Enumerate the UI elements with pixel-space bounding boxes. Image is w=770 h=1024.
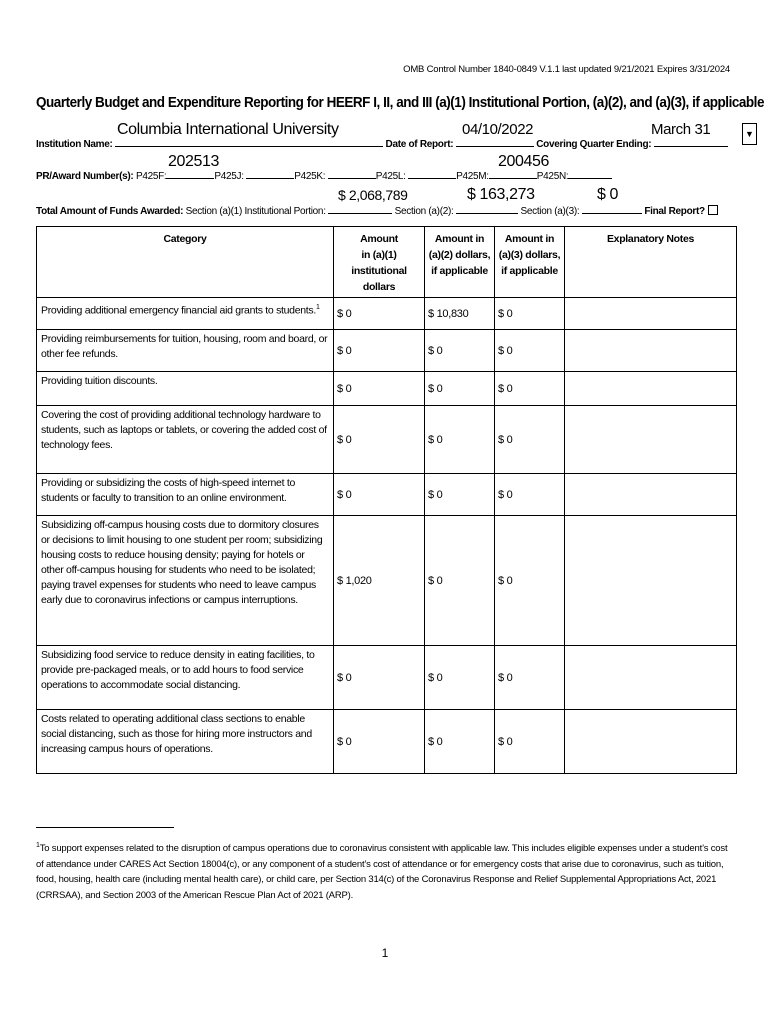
header-a1-line: Amount bbox=[360, 233, 398, 245]
header-a3-line: (a)(3) dollars, bbox=[498, 249, 561, 261]
row-category-text: Providing additional emergency financial aid grants to students. bbox=[41, 304, 316, 317]
row-a1-value[interactable]: $ 1,020 bbox=[334, 516, 425, 646]
table-row bbox=[37, 516, 737, 646]
row-notes[interactable] bbox=[565, 298, 737, 330]
a1-value: $ 2,068,789 bbox=[338, 187, 408, 203]
header-notes: Explanatory Notes bbox=[565, 227, 737, 298]
row-a3-value[interactable]: $ 0 bbox=[495, 372, 565, 406]
row-a2-value[interactable]: $ 0 bbox=[425, 710, 495, 774]
row-notes[interactable] bbox=[565, 710, 737, 774]
header-a3 bbox=[495, 227, 565, 298]
date-value: 04/10/2022 bbox=[462, 121, 534, 138]
p425k-field[interactable] bbox=[328, 166, 376, 179]
table-row bbox=[37, 372, 737, 406]
header-a1-line: institutional dollars bbox=[351, 265, 407, 293]
row-notes[interactable] bbox=[565, 406, 737, 474]
row-category: Providing reimbursements for tuition, housing, room and board, or other fee refunds. bbox=[37, 330, 334, 372]
p425j-field[interactable] bbox=[246, 166, 294, 179]
p425n-field[interactable] bbox=[568, 166, 612, 179]
p425n-label: P425N: bbox=[536, 171, 569, 182]
expenditure-table bbox=[36, 226, 737, 774]
row-a1-value[interactable]: $ 0 bbox=[334, 372, 425, 406]
row-a1-value[interactable]: $ 0 bbox=[334, 646, 425, 710]
total-funds-label: Total Amount of Funds Awarded: bbox=[36, 206, 184, 217]
row-a3-value[interactable]: $ 0 bbox=[495, 516, 565, 646]
row-category: Costs related to operating additional class sections to enable social distancing, such as those for hiring more instructors and increasing campus hours of operations. bbox=[37, 710, 334, 774]
a3-label: Section (a)(3): bbox=[520, 206, 580, 217]
table-header-row bbox=[37, 227, 737, 298]
institution-value: Columbia International University bbox=[117, 121, 339, 138]
row-category: Providing tuition discounts. bbox=[37, 372, 334, 406]
header-category: Category bbox=[37, 227, 334, 298]
row-a3-value[interactable]: $ 0 bbox=[495, 406, 565, 474]
header-a2-line: (a)(2) dollars, bbox=[428, 249, 491, 261]
row-a1-value[interactable]: $ 0 bbox=[334, 298, 425, 330]
row-a3-value[interactable]: $ 0 bbox=[495, 330, 565, 372]
p425j-label: P425J: bbox=[214, 171, 244, 182]
header-a3-line: if applicable bbox=[501, 265, 558, 277]
row-notes[interactable] bbox=[565, 330, 737, 372]
row-a1-value[interactable]: $ 0 bbox=[334, 710, 425, 774]
row-notes[interactable] bbox=[565, 372, 737, 406]
page-number: 1 bbox=[381, 946, 389, 960]
row-a3-value[interactable]: $ 0 bbox=[495, 710, 565, 774]
row-notes[interactable] bbox=[565, 474, 737, 516]
row-category bbox=[37, 298, 334, 330]
row-a2-value[interactable]: $ 0 bbox=[425, 474, 495, 516]
p425f-label: P425F: bbox=[135, 171, 167, 182]
footnote-marker: 1 bbox=[36, 842, 40, 849]
quarter-value: March 31 bbox=[651, 121, 711, 138]
header-a2 bbox=[425, 227, 495, 298]
quarter-dropdown-icon[interactable]: ▼ bbox=[742, 123, 757, 145]
footnote-divider bbox=[36, 827, 174, 828]
omb-control-number: OMB Control Number 1840-0849 V.1.1 last updated 9/21/2021 Expires 3/31/2024 bbox=[403, 64, 730, 75]
table-row bbox=[37, 474, 737, 516]
row-a1-value[interactable]: $ 0 bbox=[334, 330, 425, 372]
row-a2-value[interactable]: $ 0 bbox=[425, 372, 495, 406]
award-label: PR/Award Number(s): bbox=[36, 171, 134, 182]
institution-label: Institution Name: bbox=[36, 139, 113, 150]
final-report-checkbox[interactable] bbox=[708, 205, 718, 215]
row-a2-value[interactable]: $ 0 bbox=[425, 330, 495, 372]
header-a2-line: if applicable bbox=[431, 265, 488, 277]
p425l-label: P425L: bbox=[375, 171, 406, 182]
row-category: Covering the cost of providing additional technology hardware to students, such as laptops or tablets, or covering the added cost of technology fees. bbox=[37, 406, 334, 474]
header-a1-line: in (a)(1) bbox=[361, 249, 397, 261]
row-a2-value[interactable]: $ 0 bbox=[425, 406, 495, 474]
row-notes[interactable] bbox=[565, 516, 737, 646]
date-label: Date of Report: bbox=[385, 139, 454, 150]
row-a3-value[interactable]: $ 0 bbox=[495, 474, 565, 516]
table-row bbox=[37, 646, 737, 710]
row-a3-value[interactable]: $ 0 bbox=[495, 298, 565, 330]
table-row bbox=[37, 406, 737, 474]
quarter-label: Covering Quarter Ending: bbox=[536, 139, 652, 150]
row-a1-value[interactable]: $ 0 bbox=[334, 474, 425, 516]
final-report-label: Final Report? bbox=[644, 206, 705, 217]
row-category: Providing or subsidizing the costs of high-speed internet to students or faculty to transition to an online environment. bbox=[37, 474, 334, 516]
p425k-label: P425K: bbox=[294, 171, 326, 182]
table-row bbox=[37, 330, 737, 372]
footnote-text: To support expenses related to the disruption of campus operations due to coronavirus consistent with applicable law. This includes eligible expenses under a student’s cost of attendance under CARES Act Section 18004(c), or any component of a student’s cost of attendance or for emergency costs that arise due to coronavirus, such as tuition, food, housing, health care (including mental health care), or child care, per Section 314(c) of the Coronavirus Response and Relief Supplemental Appropriations Act, 2021 (CRRSAA), and Section 2003 of the American Rescue Plan Act of 2021 (ARP). bbox=[36, 843, 728, 901]
header-a1 bbox=[334, 227, 425, 298]
row-a2-value[interactable]: $ 10,830 bbox=[425, 298, 495, 330]
a2-label: Section (a)(2): bbox=[394, 206, 454, 217]
header-a3-line: Amount in bbox=[504, 233, 555, 245]
p425f-value: 202513 bbox=[168, 153, 219, 170]
footnote-marker: 1 bbox=[315, 304, 320, 311]
footnote bbox=[36, 838, 736, 903]
p425l-field[interactable] bbox=[408, 166, 456, 179]
row-category: Subsidizing food service to reduce density in eating facilities, to provide pre-packaged meals, or to add hours to food service operations to accommodate social distancing. bbox=[37, 646, 334, 710]
a3-value: $ 0 bbox=[597, 186, 619, 203]
p425m-value: 200456 bbox=[498, 153, 549, 170]
a1-label: Section (a)(1) Institutional Portion: bbox=[185, 206, 326, 217]
p425m-label: P425M: bbox=[456, 171, 489, 182]
row-category: Subsidizing off-campus housing costs due to dormitory closures or decisions to limit housing to one student per room; subsidizing housing costs to reduce housing density; paying for hotels or other off-campus housing for students who need to be isolated; paying travel expenses for students who need to leave campus early due to coronavirus infections or campus interruptions. bbox=[37, 516, 334, 646]
header-a2-line: Amount in bbox=[434, 233, 485, 245]
a2-value: $ 163,273 bbox=[467, 186, 535, 203]
row-notes[interactable] bbox=[565, 646, 737, 710]
row-a1-value[interactable]: $ 0 bbox=[334, 406, 425, 474]
table-row bbox=[37, 710, 737, 774]
row-a3-value[interactable]: $ 0 bbox=[495, 646, 565, 710]
form-title: Quarterly Budget and Expenditure Reporting for HEERF I, II, and III (a)(1) Institutional Portion, (a)(2), and (a)(3), if applicable bbox=[36, 95, 765, 111]
table-row bbox=[37, 298, 737, 330]
row-a2-value[interactable]: $ 0 bbox=[425, 516, 495, 646]
row-a2-value[interactable]: $ 0 bbox=[425, 646, 495, 710]
